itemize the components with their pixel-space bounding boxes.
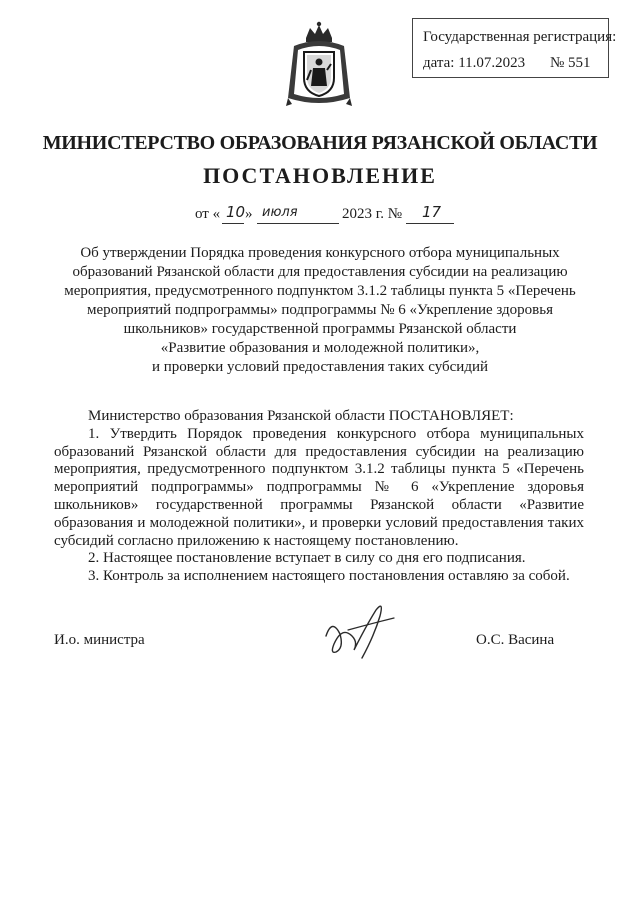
title-line: мероприятий подпрограммы» подпрограммы № 6 «Укрепление здоровья: [86, 302, 554, 318]
signer-title: И.о. министра: [54, 632, 145, 648]
title-line: мероприятия, предусмотренного подпунктом 3.1.2 таблицы пункта 5 «Перечень: [64, 283, 576, 299]
document-type-heading: ПОСТАНОВЛЕНИЕ: [203, 163, 437, 188]
registration-label: Государственная регистрация:: [423, 29, 617, 45]
registration-date: дата: 11.07.2023: [423, 55, 526, 71]
handwritten-day: 10: [226, 203, 246, 221]
registration-stamp: [412, 18, 617, 78]
coat-of-arms-emblem: [284, 20, 354, 108]
handwritten-number: 17: [422, 203, 442, 221]
title-line: образований Рязанской области для предоставления субсидии на реализацию: [72, 264, 568, 280]
title-line: и проверки условий предоставления таких субсидий: [151, 359, 489, 375]
handwritten-signature: [318, 596, 402, 662]
item1-line: образований Рязанской области для предоставления субсидии на реализацию: [54, 443, 584, 460]
registration-number: № 551: [550, 55, 591, 71]
handwritten-month: июля: [262, 205, 298, 220]
date-prefix: от «: [195, 206, 221, 222]
item1-first-line-wrap: [54, 426, 584, 444]
item1-line: 1. Утвердить Порядок проведения конкурсного отбора муниципальных: [88, 425, 584, 442]
item1-line: школьников» государственной программы Рязанской области «Развитие: [54, 496, 584, 513]
item2-paragraph: 2. Настоящее постановление вступает в силу со дня его подписания.: [88, 550, 526, 567]
ministry-heading: МИНИСТЕРСТВО ОБРАЗОВАНИЯ РЯЗАНСКОЙ ОБЛАСТИ: [42, 132, 598, 154]
item3-paragraph: 3. Контроль за исполнением настоящего постановления оставляю за собой.: [88, 568, 570, 585]
day-underline: [222, 223, 244, 224]
intro-paragraph: Министерство образования Рязанской области ПОСТАНОВЛЯЕТ:: [88, 408, 514, 424]
item1-line: мероприятий подпрограммы» подпрограммы № 6 «Укрепление здоровья: [54, 479, 584, 496]
document-title: [60, 244, 580, 377]
number-underline: [406, 223, 454, 224]
date-mid-quote: »: [245, 206, 253, 222]
date-line: [0, 203, 640, 227]
signer-name: О.С. Васина: [476, 632, 555, 648]
item1-line-last: субсидий согласно приложению к настоящему постановлению.: [54, 532, 459, 549]
resolution-body: [54, 408, 584, 586]
title-line: Об утверждении Порядка проведения конкурсного отбора муниципальных: [80, 245, 560, 261]
month-underline: [257, 223, 339, 224]
item1-line: мероприятия, предусмотренного подпунктом 3.1.2 таблицы пункта 5 «Перечень: [54, 461, 584, 478]
item1-line: образования и молодежной политики», и проверки условий предоставления таких: [54, 514, 584, 531]
date-year-number-label: 2023 г. №: [342, 206, 403, 222]
title-line: школьников» государственной программы Рязанской области: [123, 321, 517, 337]
title-line: «Развитие образования и молодежной политики»,: [160, 340, 480, 356]
